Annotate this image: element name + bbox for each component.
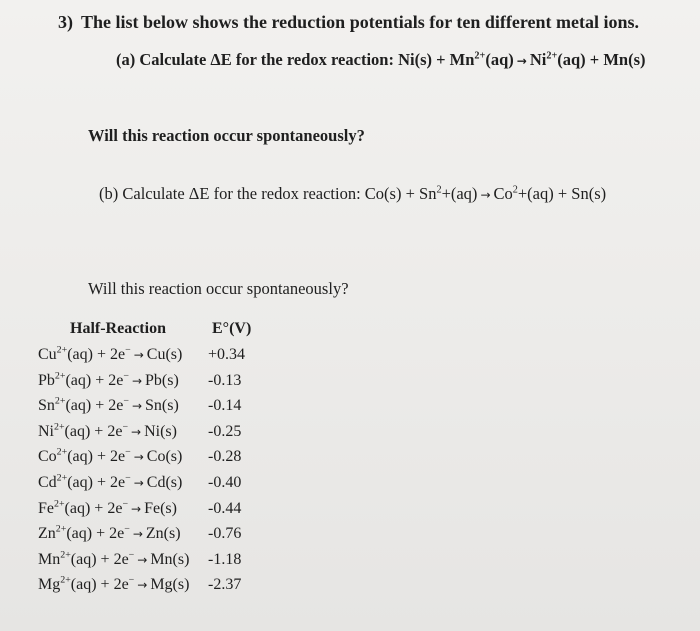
table-row (30, 346, 290, 370)
metal-product: Mn(s) (150, 550, 190, 568)
table-row (30, 500, 290, 524)
ion-charge: 2+ (56, 446, 68, 458)
table-row (30, 525, 290, 549)
half-reaction (38, 397, 179, 415)
reaction-arrow: → (131, 399, 142, 414)
potential-value: +0.34 (208, 346, 246, 363)
charge: 2+ (474, 50, 486, 62)
table-row (30, 423, 290, 447)
electron-charge: − (125, 446, 131, 458)
ion-charge: 2+ (54, 370, 66, 382)
part-a-question: Will this reaction occur spontaneously? (88, 126, 365, 145)
half-reaction (38, 500, 177, 518)
charge: 2 (512, 184, 518, 196)
part-b-question: Will this reaction occur spontaneously? (88, 279, 349, 298)
half-reaction (38, 346, 182, 364)
reaction-middle: (aq) + 2e (70, 550, 129, 568)
electron-charge: − (123, 370, 129, 382)
potential-value: -0.40 (208, 474, 242, 491)
reaction-middle: (aq) + 2e (70, 576, 129, 594)
reaction-term: (aq) (485, 50, 514, 69)
reaction-middle: (aq) + 2e (65, 371, 124, 389)
ion-symbol: Ni (38, 422, 54, 440)
electron-charge: − (122, 498, 129, 510)
part-b-label: (b) Calculate ΔE for the redox reaction: (99, 184, 365, 203)
reaction-middle: (aq) + 2e (65, 397, 124, 415)
reaction-term: (aq) + Mn(s) (557, 50, 646, 69)
table-row (30, 397, 290, 421)
reaction-term: +(aq) (441, 184, 478, 203)
part-a-label: (a) Calculate ΔE for the redox reaction: (116, 50, 399, 69)
metal-product: Zn(s) (145, 525, 181, 543)
reaction-arrow: → (516, 54, 527, 68)
table-row (30, 448, 290, 472)
half-reaction (38, 576, 189, 594)
question-heading (58, 12, 639, 33)
potential-value: -0.28 (208, 448, 242, 466)
reaction-term: Ni (529, 50, 547, 69)
reaction-arrow: → (137, 578, 148, 593)
ion-symbol: Pb (38, 371, 55, 389)
half-reaction (38, 448, 182, 466)
ion-symbol: Fe (38, 499, 54, 517)
ion-charge: 2+ (54, 421, 65, 433)
ion-symbol: Sn (38, 397, 55, 415)
part-a-prompt (116, 50, 646, 70)
half-reaction (38, 551, 189, 569)
ion-charge: 2+ (56, 472, 68, 484)
potential-value: -0.25 (208, 422, 242, 440)
metal-product: Pb(s) (145, 371, 179, 389)
question-number: 3) (58, 12, 73, 32)
table-row (30, 551, 290, 575)
reaction-middle: (aq) + 2e (67, 474, 126, 491)
electron-charge: − (125, 344, 131, 356)
question-stem: The list below shows the reduction potentials for ten different metal ions. (81, 12, 639, 32)
table-row (30, 474, 290, 498)
ion-symbol: Mg (38, 576, 61, 594)
potential-value: -1.18 (208, 550, 242, 568)
electron-charge: − (128, 549, 135, 561)
reaction-middle: (aq) + 2e (67, 448, 126, 466)
metal-product: Cd(s) (146, 474, 183, 491)
charge: 2+ (546, 50, 558, 62)
metal-product: Mg(s) (150, 576, 190, 594)
reaction-middle: (aq) + 2e (67, 346, 126, 363)
half-reaction (38, 525, 181, 543)
half-reaction (38, 372, 179, 390)
charge: 2 (436, 184, 442, 196)
potential-value: -0.44 (208, 499, 242, 517)
electron-charge: − (125, 472, 131, 484)
reaction-middle: (aq) + 2e (64, 499, 123, 517)
metal-product: Ni(s) (144, 422, 177, 440)
reaction-arrow: → (480, 188, 491, 202)
ion-symbol: Cd (38, 474, 57, 491)
part-b-prompt (99, 184, 606, 204)
reaction-arrow: → (132, 527, 143, 542)
part-a-reaction (398, 50, 645, 69)
header-potential: E°(V) (212, 320, 252, 337)
reaction-arrow: → (133, 476, 144, 490)
reaction-term: Co(s) + Sn (364, 184, 437, 203)
metal-product: Cu(s) (146, 346, 183, 363)
ion-symbol: Mn (38, 550, 61, 568)
ion-charge: 2+ (54, 498, 65, 510)
reaction-arrow: → (137, 552, 148, 567)
ion-charge: 2+ (60, 574, 71, 586)
reaction-arrow: → (131, 424, 142, 439)
ion-charge: 2+ (56, 344, 68, 356)
reaction-term: Co (493, 184, 513, 203)
potential-value: -0.76 (208, 525, 242, 543)
reaction-arrow: → (133, 348, 144, 362)
potential-value: -2.37 (208, 576, 242, 594)
table-row (30, 576, 290, 600)
metal-product: Fe(s) (144, 499, 177, 517)
ion-charge: 2+ (60, 549, 71, 561)
ion-charge: 2+ (54, 395, 66, 407)
ion-symbol: Zn (38, 525, 56, 543)
potential-value: -0.14 (208, 397, 242, 415)
reaction-middle: (aq) + 2e (64, 422, 123, 440)
reaction-middle: (aq) + 2e (66, 525, 125, 543)
reaction-term: +(aq) + Sn(s) (517, 184, 607, 203)
electron-charge: − (128, 574, 135, 586)
half-reaction (38, 474, 182, 492)
potential-value: -0.13 (208, 371, 242, 389)
ion-charge: 2+ (55, 523, 67, 535)
electron-charge: − (123, 395, 129, 407)
table-row (30, 372, 290, 396)
electron-charge: − (124, 523, 130, 535)
ion-symbol: Co (38, 448, 57, 466)
reaction-term: Ni(s) + Mn (398, 50, 475, 69)
reaction-arrow: → (131, 373, 142, 388)
electron-charge: − (122, 421, 129, 433)
half-reaction (38, 423, 177, 441)
metal-product: Co(s) (146, 448, 183, 466)
reaction-arrow: → (133, 450, 144, 465)
part-b-reaction (365, 184, 606, 203)
ion-symbol: Cu (38, 346, 57, 363)
metal-product: Sn(s) (145, 397, 179, 415)
header-half-reaction: Half-Reaction (70, 320, 166, 337)
reaction-arrow: → (131, 501, 142, 516)
